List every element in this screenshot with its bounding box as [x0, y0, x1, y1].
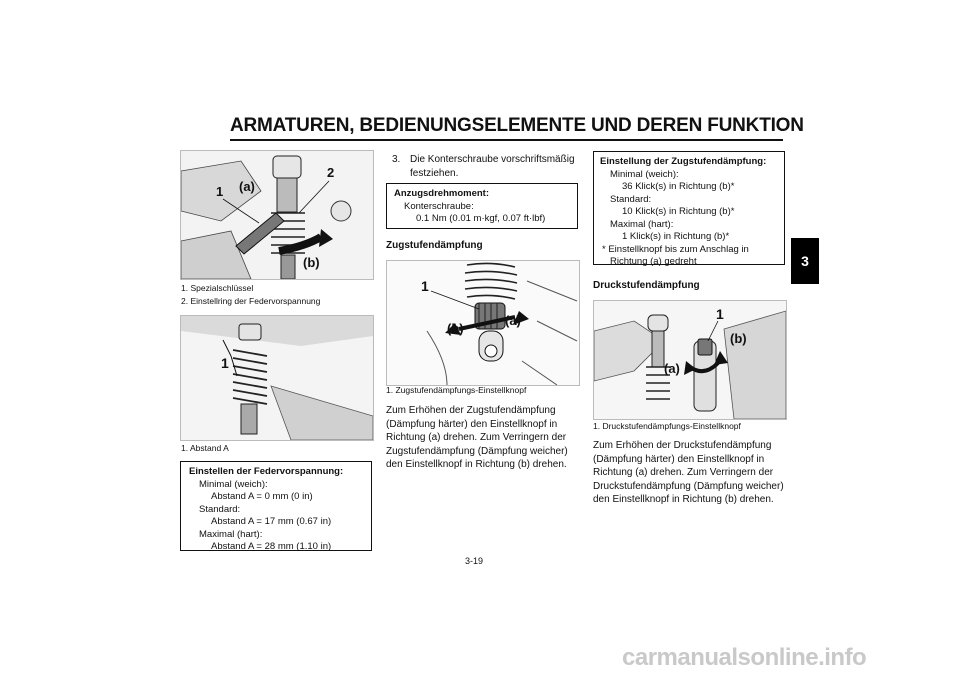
torque-value: 0.1 Nm (0.01 m·kgf, 0.07 ft·lbf) — [416, 213, 546, 224]
fig1-caption-1: 1. Spezialschlüssel — [181, 283, 254, 293]
rebound-min-label: Minimal (weich): — [610, 168, 679, 180]
rebound-max-value: 1 Klick(s) in Richtung (b)* — [622, 231, 730, 242]
rebound-note-1: * Einstellknopf bis zum Anschlag in — [602, 243, 749, 255]
chapter-tab: 3 — [791, 238, 819, 284]
fig2-label-1: 1 — [221, 355, 229, 371]
fig4-label-a: (a) — [664, 361, 680, 376]
torque-label: Konterschraube: — [404, 200, 474, 212]
rebound-heading: Zugstufendämpfung — [386, 240, 483, 251]
fig4-caption-1: 1. Druckstufendämpfungs-Einstellknopf — [593, 421, 741, 431]
step-3-text: Die Konterschraube vorschriftsmäßig festziehen. — [410, 154, 575, 179]
rebound-std-label: Standard: — [610, 193, 652, 205]
fig4-label-b: (b) — [730, 331, 747, 346]
spring-max-label: Maximal (hart): — [199, 528, 263, 540]
spring-min-value: Abstand A = 0 mm (0 in) — [211, 491, 313, 502]
fig3-caption-1: 1. Zugstufendämpfungs-Einstellknopf — [386, 385, 527, 395]
figure-compression-knob — [593, 300, 787, 420]
compression-heading: Druckstufendämpfung — [593, 280, 700, 291]
compression-text: Zum Erhöhen der Druckstufendämpfung (Dämpfung härter) den Einstellknopf in Richtung (a) drehen. Zum Verringern der Druckstufendämpfung (Dämpfung weicher) den Einstellknopf in Richtung (b) drehen. — [593, 440, 784, 505]
fig1-label-b: (b) — [303, 255, 320, 270]
rebound-max-label: Maximal (hart): — [610, 218, 674, 230]
fig3-label-b: (b) — [447, 321, 464, 336]
fig3-label-a: (a) — [505, 313, 521, 328]
header-rule — [230, 139, 783, 141]
fig1-label-a: (a) — [239, 179, 255, 194]
figure-rebound-knob — [386, 260, 580, 386]
rebound-min-value: 36 Klick(s) in Richtung (b)* — [622, 181, 735, 192]
fig2-caption-1: 1. Abstand A — [181, 443, 229, 453]
fig3-label-1: 1 — [421, 278, 429, 294]
page-number: 3-19 — [465, 556, 484, 566]
figure-spring-wrench — [180, 150, 374, 280]
step-3-number: 3. — [392, 154, 401, 165]
fig1-caption-2: 2. Einstellring der Federvorspannung — [181, 296, 321, 306]
rebound-settings-box — [593, 151, 785, 265]
rebound-std-value: 10 Klick(s) in Richtung (b)* — [622, 206, 735, 217]
fig1-label-1: 1 — [216, 184, 224, 199]
page-title: ARMATUREN, BEDIENUNGSELEMENTE UND DEREN FUNKTION — [230, 115, 804, 136]
spring-max-value: Abstand A = 28 mm (1.10 in) — [211, 541, 332, 552]
torque-box-title: Anzugsdrehmoment: — [394, 188, 489, 199]
rebound-text: Zum Erhöhen der Zugstufendämpfung (Dämpfung härter) den Einstellknopf in Richtung (a) drehen. Zum Verringern der Zugstufendämpfung (Dämpfung weicher) den Einstellknopf in Richtung (b) drehen. — [386, 405, 568, 470]
figure-distance-a — [180, 315, 374, 441]
spring-box-title: Einstellen der Federvorspannung: — [189, 466, 344, 477]
spring-std-value: Abstand A = 17 mm (0.67 in) — [211, 516, 332, 527]
watermark: carmanualsonline.info — [622, 644, 867, 671]
rebound-note-2: Richtung (a) gedreht — [610, 256, 697, 267]
spring-preload-box — [180, 461, 372, 551]
spring-min-label: Minimal (weich): — [199, 478, 268, 490]
fig1-label-2: 2 — [327, 165, 335, 180]
spring-std-label: Standard: — [199, 503, 241, 515]
fig4-label-1: 1 — [716, 306, 724, 322]
torque-box — [386, 183, 578, 229]
rebound-box-title: Einstellung der Zugstufendämpfung: — [600, 156, 767, 167]
